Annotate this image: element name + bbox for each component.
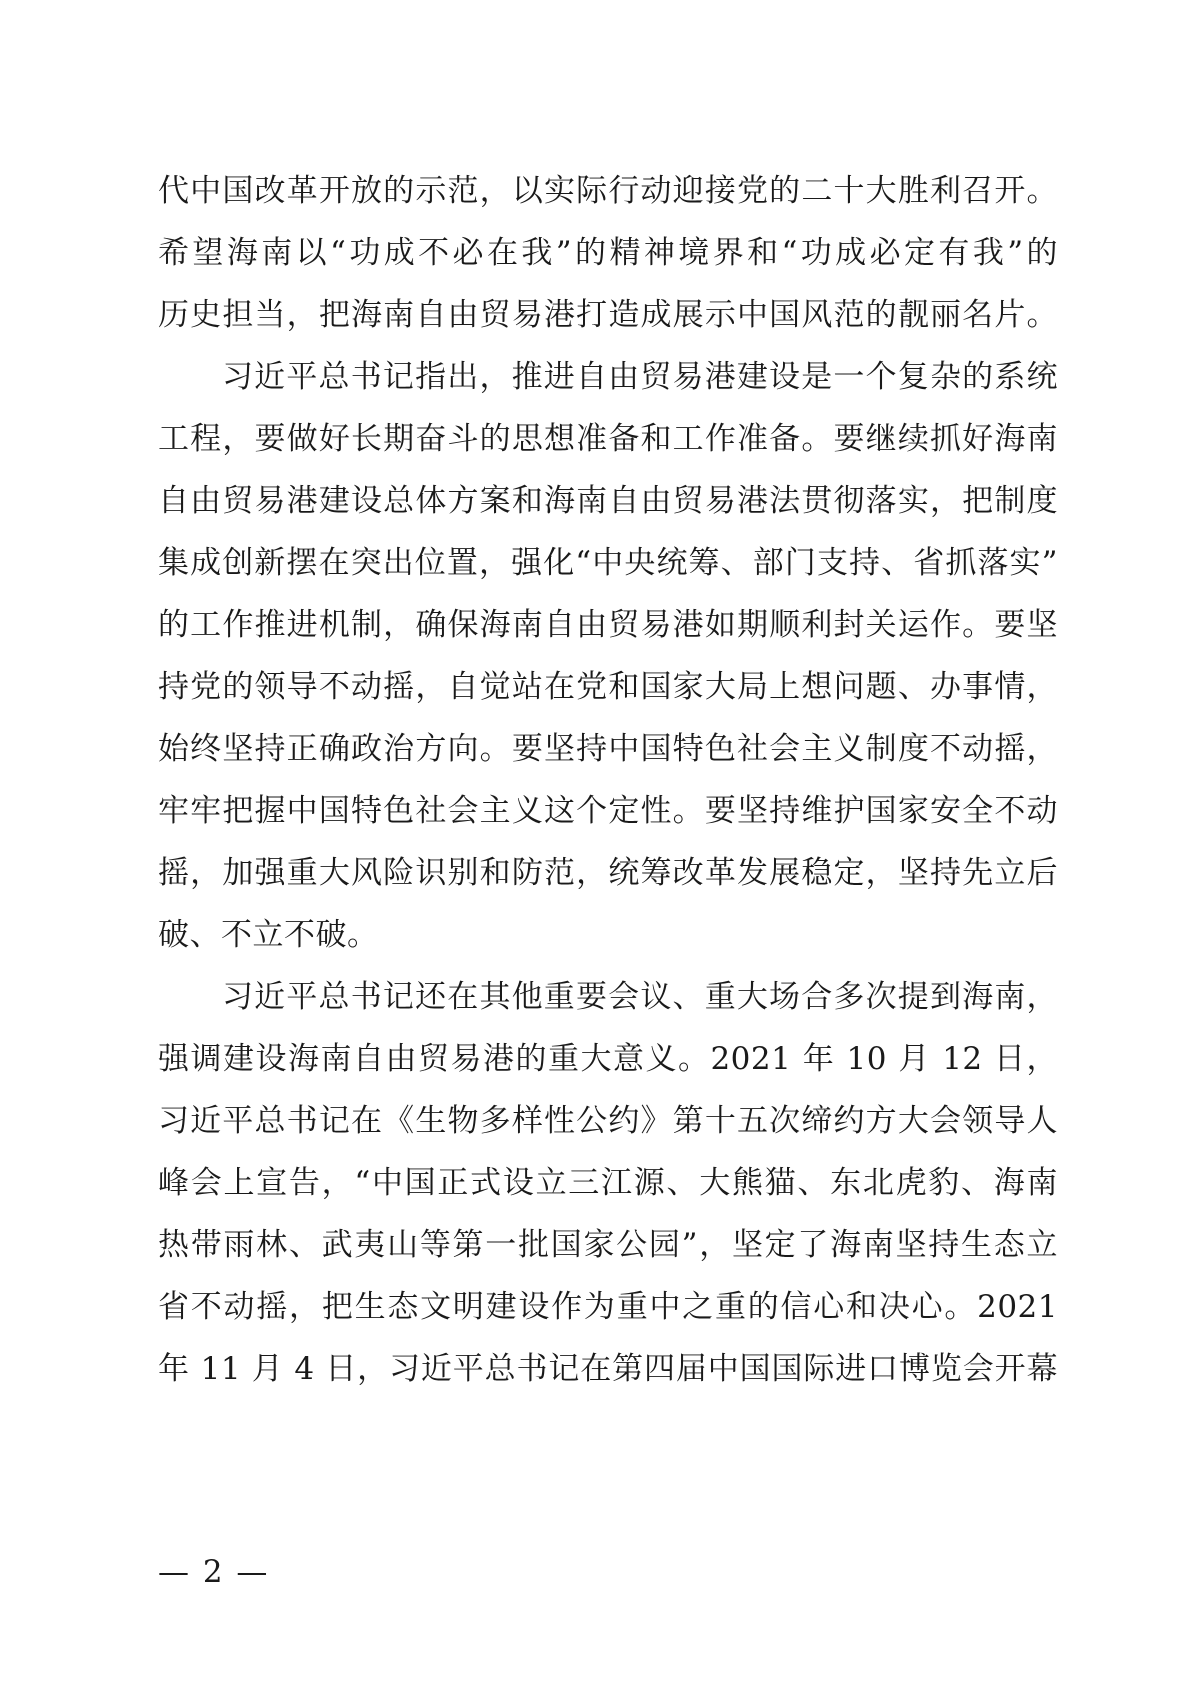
body-text-line: 持党的领导不动摇，自觉站在党和国家大局上想问题、办事情， (158, 669, 1058, 705)
body-text-line: 工程，要做好长期奋斗的思想准备和工作准备。要继续抓好海南 (158, 421, 1058, 457)
body-text-line: 习近平总书记在《生物多样性公约》第十五次缔约方大会领导人 (158, 1103, 1058, 1139)
body-text-line: 历史担当，把海南自由贸易港打造成展示中国风范的靓丽名片。 (158, 297, 1058, 333)
body-text-line: 的工作推进机制，确保海南自由贸易港如期顺利封关运作。要坚 (158, 607, 1058, 643)
paragraph-first-line: 习近平总书记指出，推进自由贸易港建设是一个复杂的系统 (222, 359, 1058, 395)
paragraph-first-line: 习近平总书记还在其他重要会议、重大场合多次提到海南， (222, 979, 1058, 1015)
body-text-line: 牢牢把握中国特色社会主义这个定性。要坚持维护国家安全不动 (158, 793, 1058, 829)
body-text-line: 强调建设海南自由贸易港的重大意义。2021 年 10 月 12 日， (158, 1041, 1058, 1077)
page-number: — 2 — (158, 1554, 270, 1590)
body-text-line: 省不动摇，把生态文明建设作为重中之重的信心和决心。2021 (158, 1289, 1058, 1325)
body-text-line: 年 11 月 4 日，习近平总书记在第四届中国国际进口博览会开幕 (158, 1351, 1058, 1387)
body-text-line: 集成创新摆在突出位置，强化“中央统筹、部门支持、省抓落实” (158, 545, 1058, 581)
body-text-line: 代中国改革开放的示范，以实际行动迎接党的二十大胜利召开。 (158, 173, 1058, 209)
body-text-line: 峰会上宣告，“中国正式设立三江源、大熊猫、东北虎豹、海南 (158, 1165, 1058, 1201)
body-text-line: 热带雨林、武夷山等第一批国家公园”，坚定了海南坚持生态立 (158, 1227, 1058, 1263)
body-text-line: 摇，加强重大风险识别和防范，统筹改革发展稳定，坚持先立后 (158, 855, 1058, 891)
paragraph-last-line: 破、不立不破。 (158, 917, 379, 953)
body-text-line: 始终坚持正确政治方向。要坚持中国特色社会主义制度不动摇， (158, 731, 1058, 767)
body-text-line: 自由贸易港建设总体方案和海南自由贸易港法贯彻落实，把制度 (158, 483, 1058, 519)
body-text-line: 希望海南以“功成不必在我”的精神境界和“功成必定有我”的 (158, 235, 1058, 271)
